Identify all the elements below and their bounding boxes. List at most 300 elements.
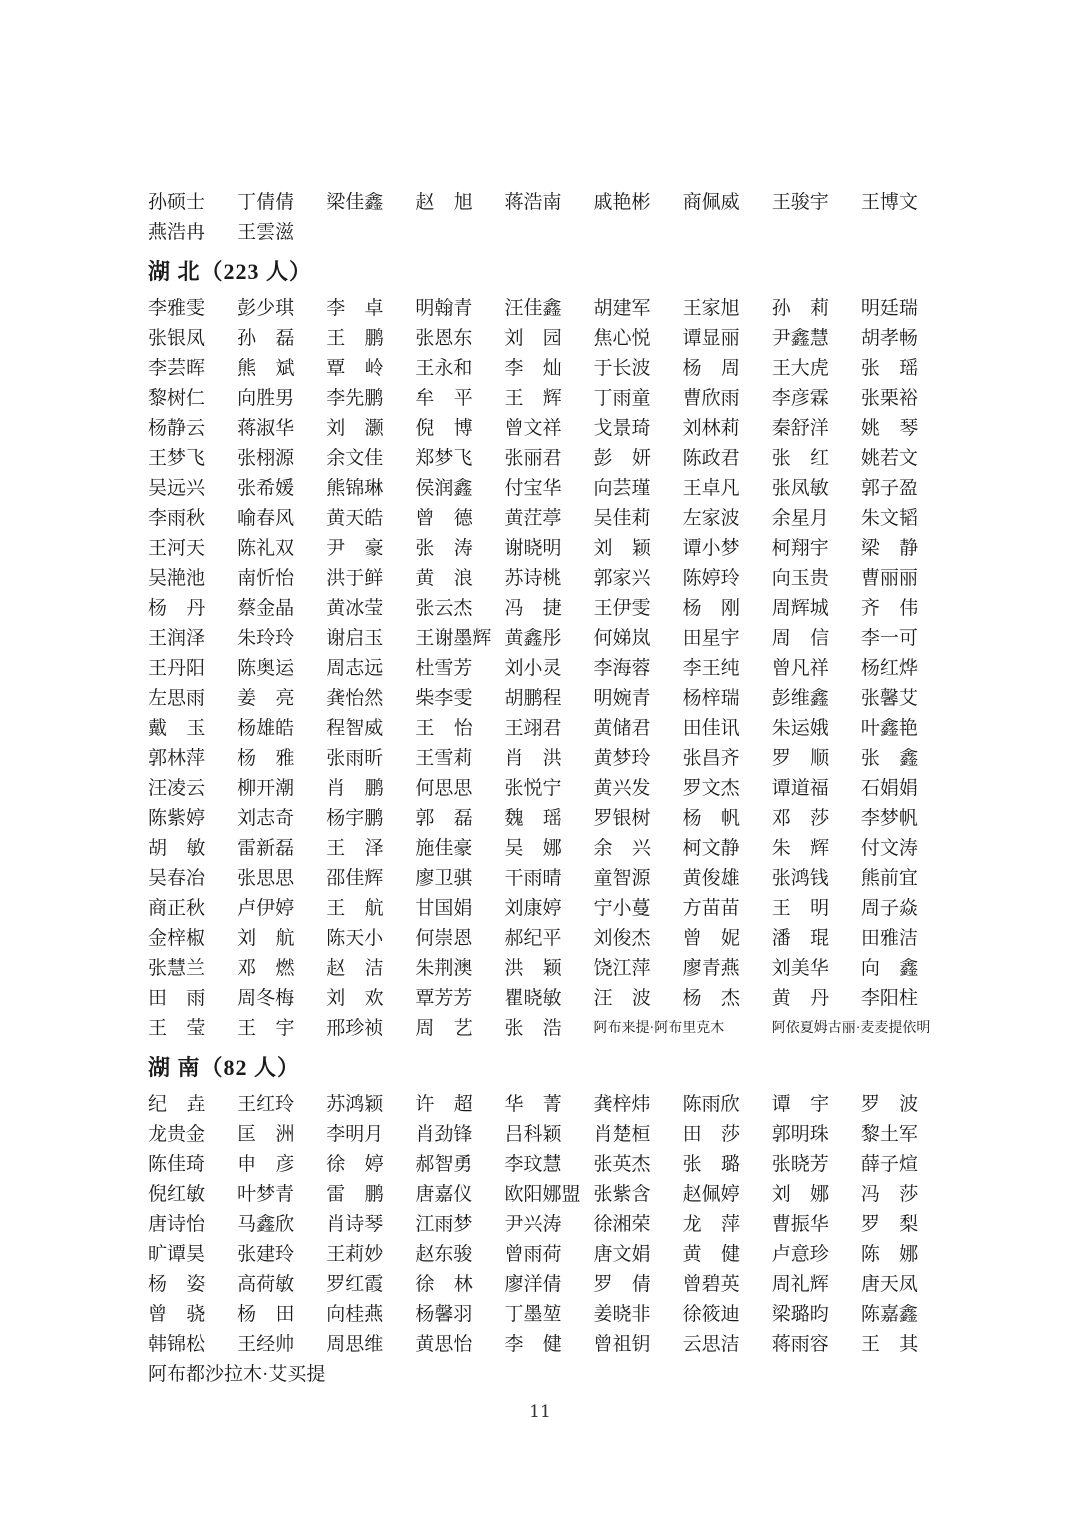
person-name: 王博文 [860,192,918,213]
name-row [148,1240,950,1270]
name-row [148,1270,950,1300]
person-name: 朱文韬 [860,508,918,529]
person-name: 丁倩倩 [237,192,295,213]
person-name: 孙磊 [237,328,295,349]
name-cell [415,774,504,804]
person-name: 唐嘉仪 [415,1184,473,1205]
person-name: 魏瑶 [504,808,562,829]
person-name: 曾祖钥 [593,1334,651,1355]
name-row [148,384,950,414]
name-cell [148,894,237,924]
name-cell [504,444,593,474]
name-cell [772,1300,861,1330]
name-cell [148,714,237,744]
name-row [148,654,950,684]
person-name: 黄储君 [593,718,651,739]
person-name: 王卓凡 [682,478,740,499]
name-cell [861,1240,950,1270]
person-name: 黄思怡 [415,1334,473,1355]
name-cell [237,534,326,564]
person-name: 唐文娟 [593,1244,651,1265]
person-name: 田莎 [682,1124,741,1145]
name-row [148,1120,950,1150]
name-cell [326,1150,415,1180]
person-name: 郭磊 [415,808,473,829]
person-name: 张悦宁 [504,778,562,799]
name-cell [326,504,415,534]
name-cell [237,864,326,894]
person-name: 石娟娟 [860,778,918,799]
name-cell [504,1210,593,1240]
name-cell [594,684,683,714]
name-cell [772,1330,861,1360]
name-row [148,1210,950,1240]
name-row [148,714,950,744]
name-row [148,534,950,564]
person-name: 刘灏 [326,418,384,439]
person-name: 黄茳葶 [504,508,562,529]
name-cell [594,474,683,504]
name-cell [415,504,504,534]
person-name: 张希媛 [237,478,295,499]
name-cell [683,1120,772,1150]
person-name: 曾雨荷 [504,1244,562,1265]
person-name: 刘欢 [326,988,384,1009]
person-name: 王丹阳 [148,658,206,679]
name-cell [594,1150,683,1180]
name-cell [504,1180,593,1210]
name-cell [415,294,504,324]
name-cell [415,1240,504,1270]
name-cell [861,1150,950,1180]
person-name: 冯捷 [504,598,562,619]
name-row [148,774,950,804]
person-name: 张云杰 [415,598,473,619]
person-name: 刘颖 [593,538,651,559]
name-row [148,624,950,654]
name-cell [237,834,326,864]
person-name: 李健 [504,1334,562,1355]
name-cell [148,1300,237,1330]
name-cell [683,444,772,474]
person-name: 陈婷玲 [682,568,740,589]
person-name: 向芸瑾 [593,478,651,499]
name-cell [772,1150,861,1180]
name-cell [148,188,237,218]
person-name: 王雪莉 [415,748,473,769]
name-cell [683,894,772,924]
person-name: 曹欣雨 [682,388,740,409]
name-cell [415,894,504,924]
name-cell [594,1090,683,1120]
name-row [148,954,950,984]
name-cell [594,534,683,564]
person-name: 黄健 [682,1244,741,1265]
person-name: 何娣岚 [593,628,651,649]
person-name: 王航 [326,898,384,919]
person-name: 罗银树 [593,808,651,829]
person-name: 张建玲 [237,1244,295,1265]
name-cell [683,384,772,414]
person-name: 纪垚 [148,1094,206,1115]
person-name: 吴滟池 [148,568,206,589]
name-cell [861,744,950,774]
person-name: 陈娜 [860,1244,919,1265]
person-name: 徐婷 [326,1154,384,1175]
name-cell [415,414,504,444]
name-cell [772,864,861,894]
person-name: 蒋浩南 [504,192,562,213]
person-name: 刘园 [504,328,562,349]
name-cell [237,924,326,954]
person-name: 王经帅 [237,1334,295,1355]
name-cell [861,1270,950,1300]
person-name: 郭家兴 [593,568,651,589]
name-cell [326,894,415,924]
person-name: 杨周 [682,358,741,379]
name-cell [772,534,861,564]
name-cell [148,954,237,984]
person-name: 姜晓非 [593,1304,651,1325]
name-cell [237,1090,326,1120]
name-cell [683,594,772,624]
name-row [148,864,950,894]
name-cell [148,924,237,954]
person-name: 陈佳琦 [148,1154,206,1175]
name-cell [504,774,593,804]
person-name: 张馨艾 [860,688,918,709]
person-name: 施佳豪 [415,838,473,859]
person-name: 张栗裕 [860,388,918,409]
person-name: 何崇恩 [415,928,473,949]
person-name: 张紫含 [593,1184,651,1205]
person-name: 叶鑫艳 [860,718,918,739]
person-name: 王伊雯 [593,598,651,619]
name-cell [683,1330,772,1360]
name-cell [594,744,683,774]
person-name: 焦心悦 [593,328,651,349]
name-cell [148,1150,237,1180]
name-cell [861,954,950,984]
name-cell [594,444,683,474]
person-name: 张凤敏 [771,478,829,499]
person-name: 周思维 [326,1334,384,1355]
person-name: 卢伊婷 [237,898,295,919]
person-name: 高荷敏 [237,1274,295,1295]
person-name: 江雨梦 [415,1214,473,1235]
name-cell [326,1270,415,1300]
name-row [148,474,950,504]
person-name: 王翊君 [504,718,562,739]
person-name: 周礼辉 [771,1274,829,1295]
name-cell [326,534,415,564]
person-name: 胡鹏程 [504,688,562,709]
name-cell [861,534,950,564]
name-cell [237,1150,326,1180]
name-cell [237,294,326,324]
name-row [148,594,950,624]
person-name: 欧阳娜盟 [504,1184,581,1205]
name-cell [148,384,237,414]
name-cell [772,774,861,804]
name-cell [415,354,504,384]
person-name: 杨宇鹏 [326,808,384,829]
name-cell [772,804,861,834]
name-row [148,1180,950,1210]
name-cell [148,684,237,714]
person-name: 黄丹 [771,988,830,1009]
person-name: 李梦帆 [860,808,918,829]
person-name: 许超 [415,1094,473,1115]
name-cell [237,324,326,354]
name-cell [415,324,504,354]
name-cell [237,594,326,624]
name-cell [861,834,950,864]
person-name: 李一可 [860,628,918,649]
person-name: 李雅雯 [148,298,206,319]
name-cell [594,1330,683,1360]
name-cell [326,1180,415,1210]
name-cell [683,294,772,324]
name-cell [415,864,504,894]
person-name: 叶梦青 [237,1184,295,1205]
name-cell [594,624,683,654]
person-name: 张浩 [504,1018,562,1039]
name-cell [326,1014,415,1044]
person-name: 牟平 [415,388,473,409]
person-name: 吴远兴 [148,478,206,499]
name-cell [415,1090,504,1120]
person-name: 赵旭 [415,192,473,213]
name-cell [594,1180,683,1210]
name-cell [594,504,683,534]
name-row [148,834,950,864]
name-cell [148,1360,594,1390]
name-cell [148,354,237,384]
name-cell [861,414,950,444]
person-name: 向鑫 [860,958,919,979]
name-cell [594,1240,683,1270]
person-name: 赵东骏 [415,1244,473,1265]
name-cell [772,294,861,324]
name-cell [594,954,683,984]
person-name: 田雅洁 [860,928,918,949]
person-name: 戚艳彬 [593,192,651,213]
name-cell [148,504,237,534]
person-name: 李海蓉 [593,658,651,679]
name-cell [683,924,772,954]
name-cell [772,564,861,594]
name-cell [415,684,504,714]
name-cell [504,414,593,444]
name-cell [861,894,950,924]
name-cell [504,834,593,864]
person-name: 吴娜 [504,838,562,859]
name-cell [683,354,772,384]
person-name: 谭宇 [771,1094,830,1115]
person-name: 张瑶 [860,358,919,379]
name-cell [326,804,415,834]
person-name: 旷谭昊 [148,1244,206,1265]
name-cell [415,984,504,1014]
name-cell [772,324,861,354]
name-cell [594,354,683,384]
person-name: 张鑫 [860,748,919,769]
person-name: 柳开潮 [237,778,295,799]
person-name: 罗文杰 [682,778,740,799]
name-cell [861,924,950,954]
person-name: 丁雨童 [593,388,651,409]
person-name: 柴李雯 [415,688,473,709]
person-name: 姚若文 [860,448,918,469]
person-name: 洪颖 [504,958,562,979]
name-cell [326,1090,415,1120]
person-name: 饶江萍 [593,958,651,979]
person-name: 尹豪 [326,538,384,559]
person-name: 郝智勇 [415,1154,473,1175]
name-cell [594,1270,683,1300]
name-cell [237,624,326,654]
person-name: 王永和 [415,358,473,379]
person-name: 黎树仁 [148,388,206,409]
person-name: 余文佳 [326,448,384,469]
person-name: 蒋淑华 [237,418,295,439]
person-name: 刘林莉 [682,418,740,439]
name-row [148,188,950,218]
person-name: 周子焱 [860,898,918,919]
person-name: 王谢墨辉 [415,628,492,649]
person-name: 付宝华 [504,478,562,499]
name-cell [683,1180,772,1210]
name-cell [772,894,861,924]
person-name: 覃岭 [326,358,384,379]
person-name: 周冬梅 [237,988,295,1009]
name-row [148,1360,950,1390]
name-cell [237,564,326,594]
name-cell [594,1120,683,1150]
person-name: 肖楚桓 [593,1124,651,1145]
person-name: 龚梓炜 [593,1094,651,1115]
name-cell [504,1300,593,1330]
name-cell [861,1090,950,1120]
person-name: 刘娜 [771,1184,830,1205]
name-cell [594,864,683,894]
person-name: 向胜男 [237,388,295,409]
name-cell [683,1210,772,1240]
name-cell [237,1330,326,1360]
name-cell [594,414,683,444]
person-name: 田雨 [148,988,206,1009]
name-cell [326,1330,415,1360]
name-cell [237,354,326,384]
name-cell [415,1014,504,1044]
name-cell [415,1150,504,1180]
name-cell [237,504,326,534]
person-name: 王家旭 [682,298,740,319]
person-name: 张昌齐 [682,748,740,769]
name-row [148,1330,950,1360]
name-cell [861,714,950,744]
person-name: 李明月 [326,1124,384,1145]
person-name: 张慧兰 [148,958,206,979]
name-cell [504,1090,593,1120]
name-cell [237,384,326,414]
person-name: 李阳柱 [860,988,918,1009]
name-cell [683,774,772,804]
name-cell [683,324,772,354]
name-cell [148,294,237,324]
name-cell [148,654,237,684]
name-cell [772,954,861,984]
name-cell [861,1330,950,1360]
name-cell [237,1210,326,1240]
name-cell [504,354,593,384]
name-cell [594,324,683,354]
name-cell [148,564,237,594]
person-name: 明翰青 [415,298,473,319]
person-name: 彭妍 [593,448,651,469]
name-cell [861,594,950,624]
person-name: 张英杰 [593,1154,651,1175]
name-cell [148,474,237,504]
name-cell [415,1300,504,1330]
name-row [148,1300,950,1330]
name-cell [148,834,237,864]
person-name: 王润泽 [148,628,206,649]
person-name: 梁静 [860,538,919,559]
person-name: 谭道福 [771,778,829,799]
name-cell [326,1240,415,1270]
name-cell [594,654,683,684]
name-cell [415,624,504,654]
person-name: 刘康婷 [504,898,562,919]
name-cell [683,834,772,864]
name-cell [148,534,237,564]
name-cell [772,594,861,624]
name-cell [326,684,415,714]
person-name: 陈雨欣 [682,1094,740,1115]
name-cell [504,864,593,894]
name-cell [415,654,504,684]
name-cell [683,804,772,834]
name-cell [683,654,772,684]
roster-content [148,188,950,1390]
name-cell [504,324,593,354]
person-name: 杨帆 [682,808,741,829]
name-cell [504,924,593,954]
name-cell [237,1014,326,1044]
name-cell [148,594,237,624]
person-name: 黄鑫彤 [504,628,562,649]
person-name: 胡建军 [593,298,651,319]
person-name: 廖洋倩 [504,1274,562,1295]
person-name: 王梦飞 [148,448,206,469]
name-cell [237,894,326,924]
person-name: 倪博 [415,418,473,439]
person-name: 罗倩 [593,1274,651,1295]
name-cell [415,474,504,504]
name-cell [772,188,861,218]
name-cell [326,1210,415,1240]
name-cell [861,804,950,834]
person-name: 左家波 [682,508,740,529]
person-name: 赵佩婷 [682,1184,740,1205]
person-name: 彭维鑫 [771,688,829,709]
name-cell [415,1330,504,1360]
person-name: 朱运娥 [771,718,829,739]
name-cell [237,414,326,444]
person-name: 刘航 [237,928,295,949]
